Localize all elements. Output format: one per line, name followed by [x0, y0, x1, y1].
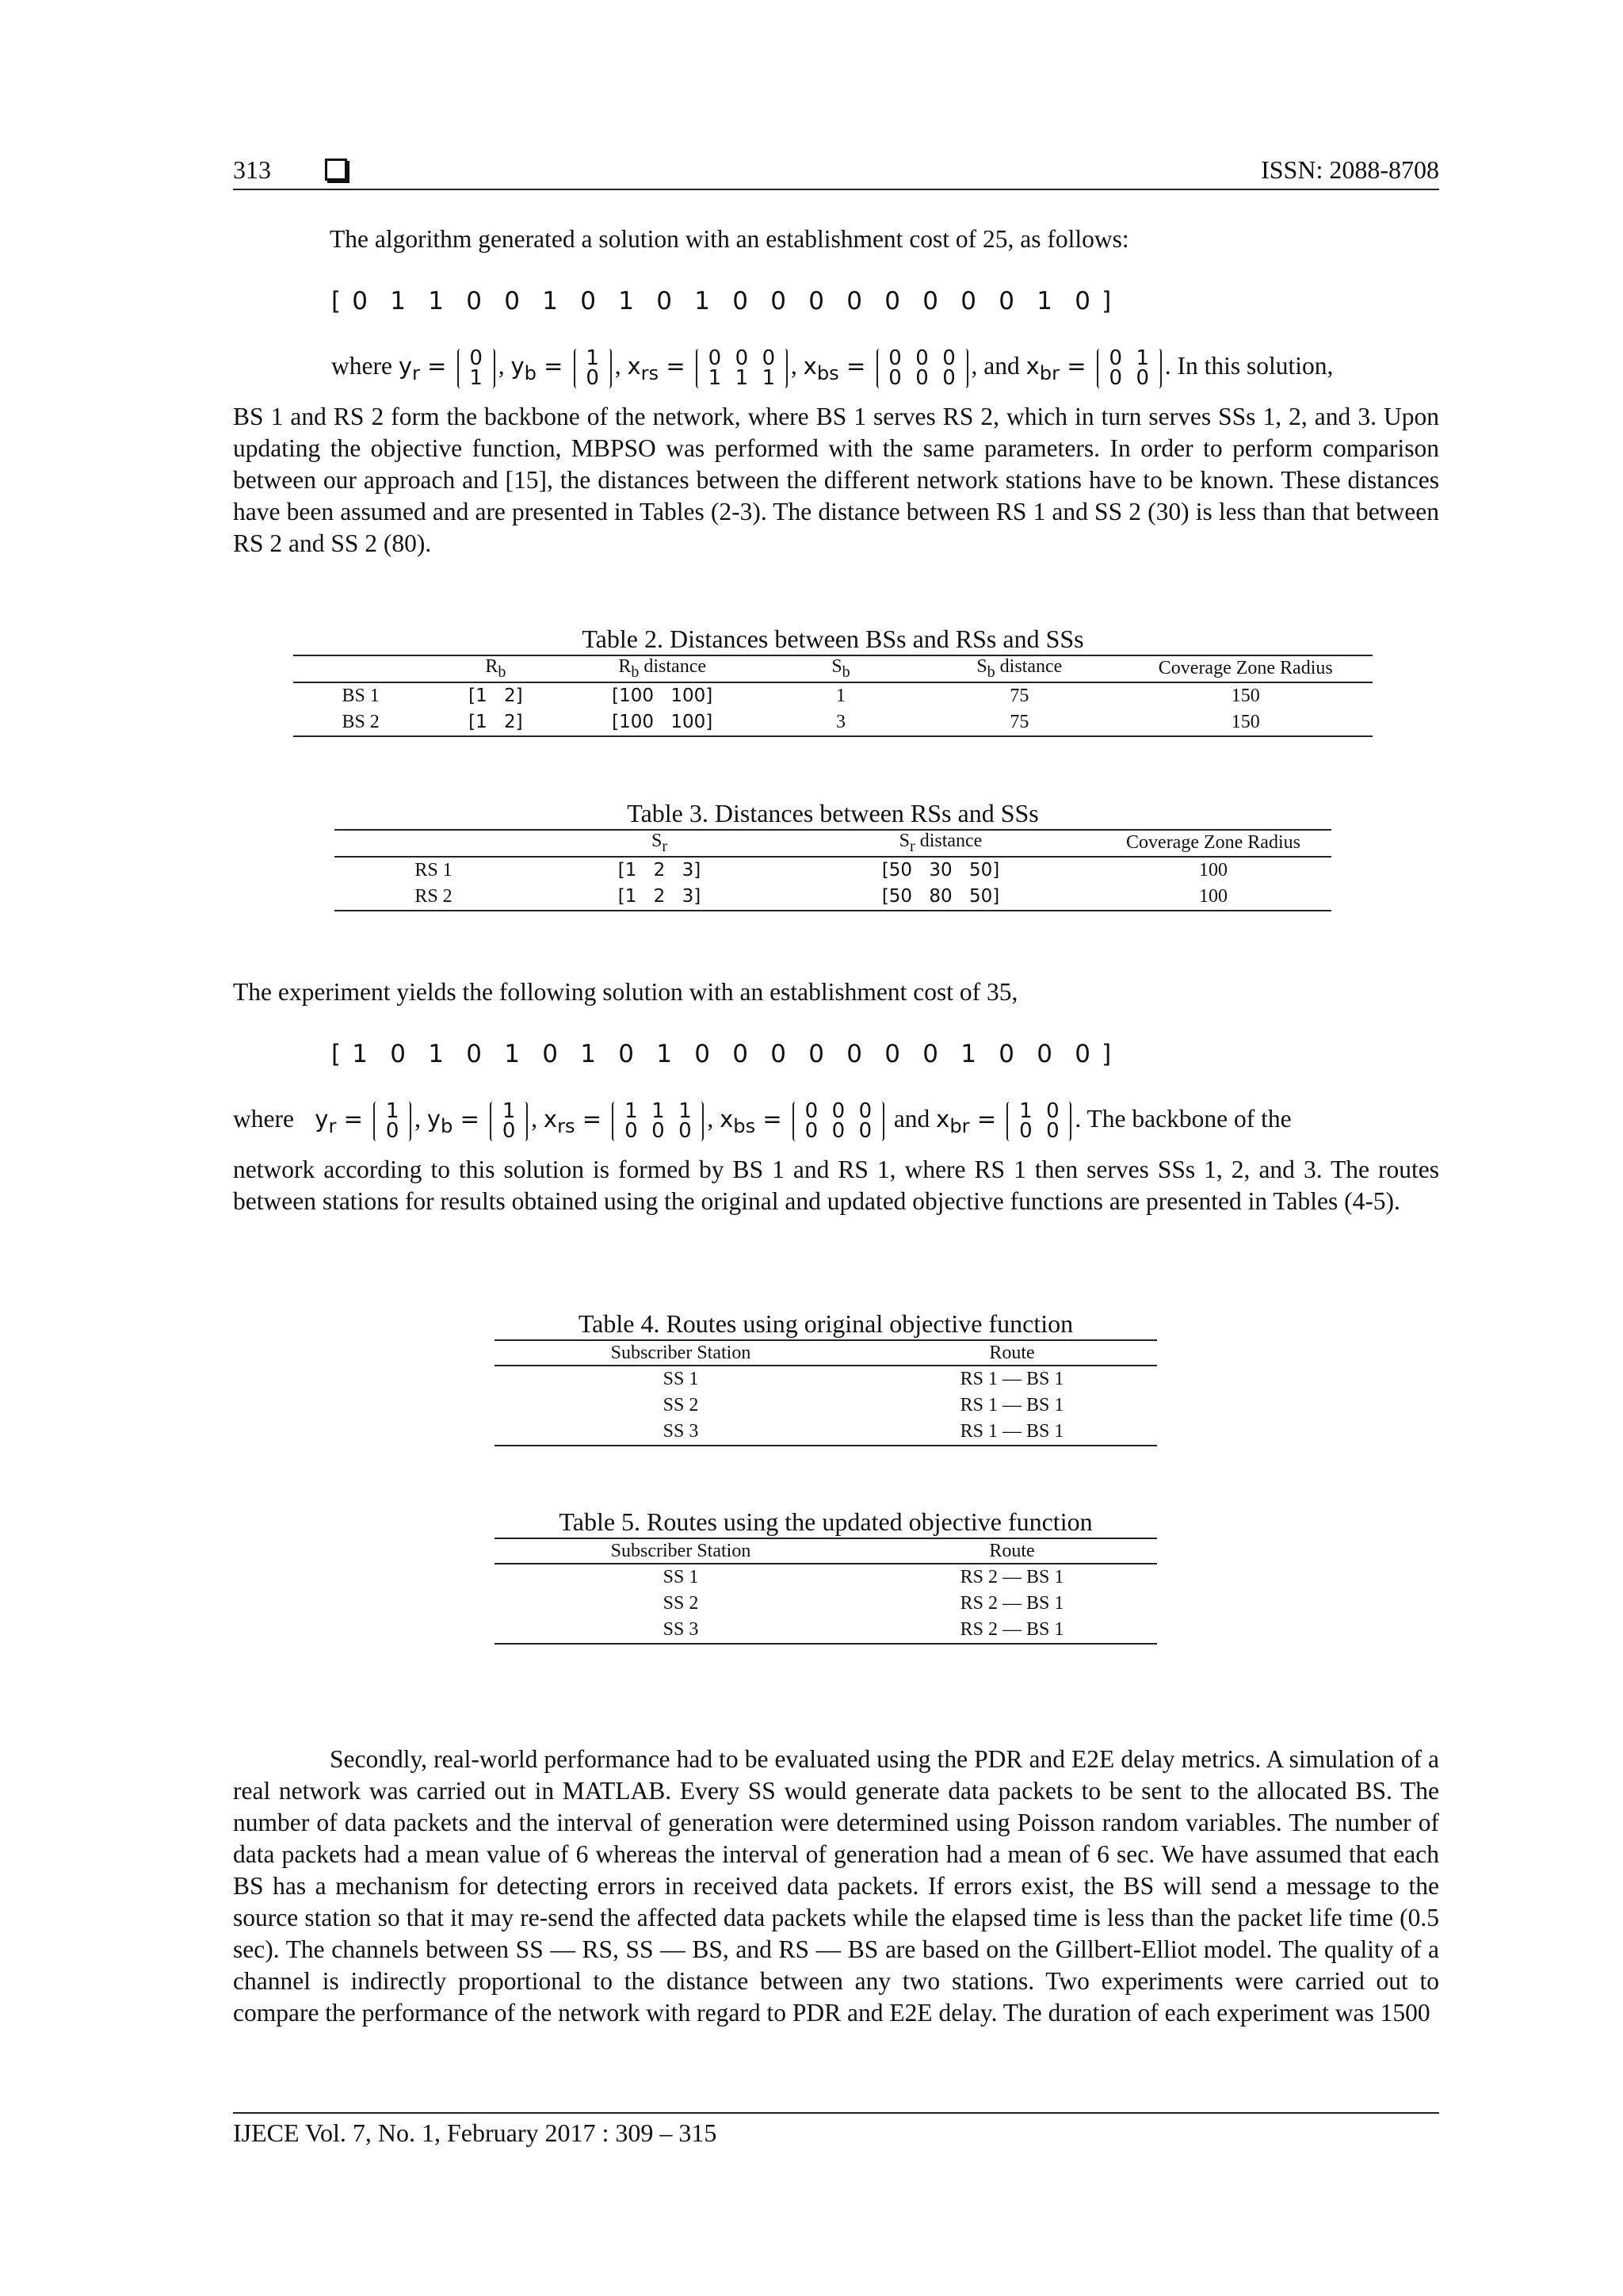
matrix-cell: 0	[1046, 1099, 1060, 1123]
t2-h3: $S_b$	[762, 655, 920, 682]
vector-element: 0	[542, 1040, 558, 1068]
table-row	[293, 709, 1373, 736]
matrix-cell: 1	[586, 346, 599, 370]
table-row	[495, 1564, 1157, 1591]
table-row	[495, 1617, 1157, 1644]
t3-cell: RS 1	[414, 859, 453, 881]
matrix-xbs-2	[792, 1099, 884, 1143]
vector-element: 0	[504, 287, 520, 315]
table-2-caption: Table 2. Distances between BSs and RSs and SSs	[582, 625, 1084, 653]
matrix-yb-2	[490, 1099, 528, 1143]
t3-h0	[334, 830, 533, 857]
table-row	[334, 884, 1331, 911]
t5-cell: SS 1	[663, 1567, 699, 1587]
vector-element: 0	[466, 1040, 482, 1068]
matrix-xrs-1	[696, 346, 788, 390]
table-row	[293, 682, 1373, 709]
vector-element: 0	[770, 1040, 786, 1068]
table-3-caption: Table 3. Distances between RSs and SSs	[627, 799, 1039, 827]
t5-cell: SS 3	[495, 1617, 867, 1644]
matrix-cell: 0	[858, 1099, 873, 1123]
t4-cell: RS 1 — BS 1	[867, 1419, 1157, 1446]
matrix-cell: 0	[385, 1119, 399, 1143]
vector-element: 0	[960, 287, 976, 315]
matrix-cell: 1	[502, 1099, 516, 1123]
table-5	[495, 1538, 1157, 1645]
paragraph-2: BS 1 and RS 2 form the backbone of the network, where BS 1 serves RS 2, which in turn serves SSs 1, 2, and 3. Upon updating the objective function, MBPSO was performed with the same parameters. In order to perform comparison between our approach and [15], the distances between the different network stations have to be known. These distances have been assumed and are presented in Tables (2-3). The distance between RS 1 and SS 2 (30) is less than that between RS 2 and SS 2 (80).	[233, 403, 1439, 557]
solution-vector-2: [ 1 0 1 0 1 0 1 0 1 0 0 0 0 0 0 0 1 0 0 0 ]	[331, 1040, 1112, 1068]
page-footer: IJECE Vol. 7, No. 1, February 2017 : 309 – 315	[233, 2112, 1439, 2148]
vector-element: 0	[618, 1040, 634, 1068]
vector-element: 0	[922, 1040, 938, 1068]
table-row	[495, 1392, 1157, 1419]
vector-element: 0	[732, 1040, 748, 1068]
matrix-cell: 0	[1019, 1119, 1033, 1143]
t3-h1: $S_r$	[533, 830, 786, 857]
vector-element: 1	[960, 1040, 976, 1068]
matrix-cell: 0	[678, 1119, 692, 1143]
t5-h0: Subscriber Station	[495, 1538, 867, 1564]
matrix-cell: 0	[502, 1119, 516, 1143]
table-row	[495, 1419, 1157, 1446]
vector-element: 1	[352, 1040, 368, 1068]
matrix-cell: 1	[762, 366, 776, 390]
tail-text: . In this solution,	[1164, 352, 1334, 380]
vector-element: 1	[542, 287, 558, 315]
vector-element: 0	[999, 287, 1014, 315]
t2-h0	[293, 655, 428, 682]
matrix-cell: 0	[942, 346, 956, 370]
matrix-cell: 0	[762, 346, 776, 370]
matrix-cell: 1	[1136, 346, 1150, 370]
t2-h4: $S_b$ distance	[920, 655, 1118, 682]
matrix-cell: 0	[888, 366, 902, 390]
vector-element: 1	[1037, 287, 1052, 315]
table-2	[293, 655, 1373, 737]
vector-element: 0	[770, 287, 786, 315]
table-row	[495, 1366, 1157, 1392]
vector-element: 0	[656, 287, 672, 315]
t2-cell: 150	[1231, 685, 1260, 706]
t2-h2: $R_b$ distance	[563, 655, 762, 682]
vector-element: 1	[580, 1040, 596, 1068]
t2-cell: 150	[1119, 709, 1373, 736]
where-text-2: where	[233, 1105, 294, 1133]
t2-cell: BS 1	[342, 685, 380, 706]
t2-cell: 75	[1010, 685, 1029, 706]
vector-element: 0	[808, 287, 824, 315]
matrix-cell: 0	[1109, 366, 1123, 390]
t5-h1: Route	[867, 1538, 1157, 1564]
issn: ISSN: 2088-8708	[1261, 155, 1439, 184]
vector-element: 0	[580, 287, 596, 315]
matrix-cell: 1	[469, 366, 483, 390]
vector-element: 1	[656, 1040, 672, 1068]
matrix-cell: 0	[624, 1119, 638, 1143]
t2-cell: [1 2]	[468, 686, 523, 707]
matrix-cell: 0	[915, 346, 929, 370]
t3-h3: Coverage Zone Radius	[1095, 830, 1331, 857]
t2-cell: 3	[762, 709, 920, 736]
table-4-caption: Table 4. Routes using original objective function	[578, 1309, 1074, 1338]
paragraph-1: The algorithm generated a solution with an establishment cost of 25, as follows:	[330, 225, 1129, 253]
vector-element: 0	[390, 1040, 406, 1068]
paragraph-4: network according to this solution is formed by BS 1 and RS 1, where RS 1 then serves SSs 1, 2, and 3. The routes between stations for results obtained using the original and updated objective functions are presented in Tables (4-5).	[233, 1156, 1439, 1215]
t4-cell: SS 2	[663, 1395, 699, 1415]
vector-element: 0	[846, 1040, 862, 1068]
t4-cell: RS 1 — BS 1	[960, 1369, 1064, 1389]
t2-cell: [100 100]	[612, 686, 713, 707]
t2-cell: BS 2	[293, 709, 428, 736]
matrix-yb-1	[574, 346, 612, 390]
vector-element: 0	[808, 1040, 824, 1068]
vector-element: 0	[1037, 1040, 1052, 1068]
table-3	[334, 829, 1331, 911]
matrix-cell: 0	[735, 346, 749, 370]
t4-h0: Subscriber Station	[495, 1340, 867, 1366]
tail-text-2: . The backbone of the	[1075, 1105, 1292, 1133]
matrix-xbr-2	[1006, 1099, 1071, 1143]
t2-cell: 75	[920, 709, 1118, 736]
matrix-cell: 0	[1109, 346, 1123, 370]
t3-cell: [1 2 3]	[533, 884, 786, 911]
matrix-cell: 1	[651, 1099, 665, 1123]
vector-element: 1	[390, 287, 406, 315]
page-number: 313	[233, 155, 271, 184]
paragraph-3: The experiment yields the following solution with an establishment cost of 35,	[233, 978, 1018, 1006]
vector-element: 0	[884, 1040, 900, 1068]
matrix-cell: 0	[469, 346, 483, 370]
vector-element: 1	[428, 1040, 444, 1068]
matrix-cell: 0	[831, 1119, 846, 1143]
matrix-cell: 0	[858, 1119, 873, 1143]
vector-element: 1	[428, 287, 444, 315]
matrix-cell: 0	[1136, 366, 1150, 390]
matrix-cell: 1	[708, 366, 722, 390]
matrix-cell: 0	[1046, 1119, 1060, 1143]
matrix-cell: 0	[942, 366, 956, 390]
matrix-cell: 0	[804, 1099, 819, 1123]
vector-element: 0	[846, 287, 862, 315]
matrix-cell: 0	[831, 1099, 846, 1123]
paragraph-5: Secondly, real-world performance had to be evaluated using the PDR and E2E delay metrics. A simulation of a real network was carried out in MATLAB. Every SS would generate data packets to be sent to the allocated BS. The number of data packets and the interval of generation were determined using Poisson random variables. The number of data packets had a mean value of 6 whereas the interval of generation had a mean of 6 sec. We have assumed that each BS has a mechanism for detecting errors in received data packets. If errors exist, the BS will send a message to the source station so that it may re-send the affected data packets while the elapsed time is less than the packet life time (0.5 sec). The channels between SS — RS, SS — BS, and RS — BS are based on the Gillbert-Elliot model. The quality of a channel is indirectly proportional to the distance between any two stations. Two experiments were carried out to compare the performance of the network with regard to PDR and E2E delay. The duration of each experiment was 1500	[233, 1745, 1439, 2027]
t2-cell: 1	[836, 685, 846, 706]
table-row	[334, 857, 1331, 884]
matrix-cell: 0	[915, 366, 929, 390]
solution-1-line: where $y_r$ = 0 1 , $y_b$ = 1 0 , $x_{rs}$ = 0 0 0 1 1 1 , $x_{bs}$ = 0 0 0 0 0 0 , and $x_{br}$ = 0 1 0 0 . In this solution,	[331, 346, 1334, 390]
t2-cell: [100 100]	[563, 709, 762, 736]
t3-cell: 100	[1199, 859, 1228, 881]
page-header	[233, 155, 1439, 190]
table-5-caption: Table 5. Routes using the updated objective function	[559, 1507, 1093, 1536]
vector-element: 1	[504, 1040, 520, 1068]
t4-h1: Route	[867, 1340, 1157, 1366]
t2-h5: Coverage Zone Radius	[1119, 655, 1373, 682]
vector-element: 1	[618, 287, 634, 315]
vector-element: 0	[1075, 287, 1090, 315]
matrix-cell: 0	[888, 346, 902, 370]
vector-element: 0	[732, 287, 748, 315]
t5-cell: SS 2	[663, 1593, 699, 1614]
solution-vector-1: [ 0 1 1 0 0 1 0 1 0 1 0 0 0 0 0 0 0 0 1 0 ]	[331, 287, 1112, 315]
t5-cell: RS 2 — BS 1	[867, 1617, 1157, 1644]
table-4	[495, 1339, 1157, 1446]
vector-element: 0	[922, 287, 938, 315]
matrix-cell: 1	[385, 1099, 399, 1123]
vector-element: 0	[352, 287, 368, 315]
table-row	[495, 1591, 1157, 1617]
vector-element: 0	[884, 287, 900, 315]
matrix-yr-2	[373, 1099, 411, 1143]
vector-element: 1	[694, 287, 710, 315]
matrix-xbs-1	[876, 346, 968, 390]
matrix-xbr-1	[1097, 346, 1162, 390]
t4-cell: SS 1	[663, 1369, 699, 1389]
matrix-cell: 1	[678, 1099, 692, 1123]
t4-cell: SS 3	[495, 1419, 867, 1446]
t3-cell: 100	[1095, 884, 1331, 911]
t2-cell: [1 2]	[428, 709, 563, 736]
t4-cell: RS 1 — BS 1	[960, 1395, 1064, 1415]
t3-cell: [50 80 50]	[786, 884, 1095, 911]
vector-element: 0	[466, 287, 482, 315]
solution-2-line: where $y_r$ = 1 0 , $y_b$ = 1 0 , $x_{rs}$ = 1 1 1 0 0 0 , $x_{bs}$ = 0 0 0 0 0 0 and $x_{br}$ = 1 0 0 0 . The backbone of the	[233, 1099, 1292, 1143]
where-text: where	[331, 352, 392, 380]
t3-h2: $S_r$ distance	[786, 830, 1095, 857]
vector-element: 0	[694, 1040, 710, 1068]
matrix-cell: 1	[735, 366, 749, 390]
matrix-yr-1	[457, 346, 495, 390]
t3-cell: [50 30 50]	[881, 860, 1000, 881]
vector-element: 0	[1075, 1040, 1090, 1068]
matrix-cell: 0	[586, 366, 599, 390]
vector-element: 0	[999, 1040, 1014, 1068]
matrix-cell: 1	[1019, 1099, 1033, 1123]
matrix-xrs-2	[612, 1099, 704, 1143]
square-icon	[325, 159, 347, 181]
t3-cell: RS 2	[334, 884, 533, 911]
matrix-cell: 0	[804, 1119, 819, 1143]
matrix-cell: 1	[624, 1099, 638, 1123]
matrix-cell: 0	[708, 346, 722, 370]
t5-cell: RS 2 — BS 1	[960, 1567, 1064, 1587]
and-text-2: and	[893, 1105, 930, 1133]
t5-cell: RS 2 — BS 1	[960, 1593, 1064, 1614]
t3-cell: [1 2 3]	[617, 860, 701, 881]
t2-h1: $R_b$	[428, 655, 563, 682]
matrix-cell: 0	[651, 1119, 665, 1143]
and-text: , and	[971, 352, 1020, 380]
